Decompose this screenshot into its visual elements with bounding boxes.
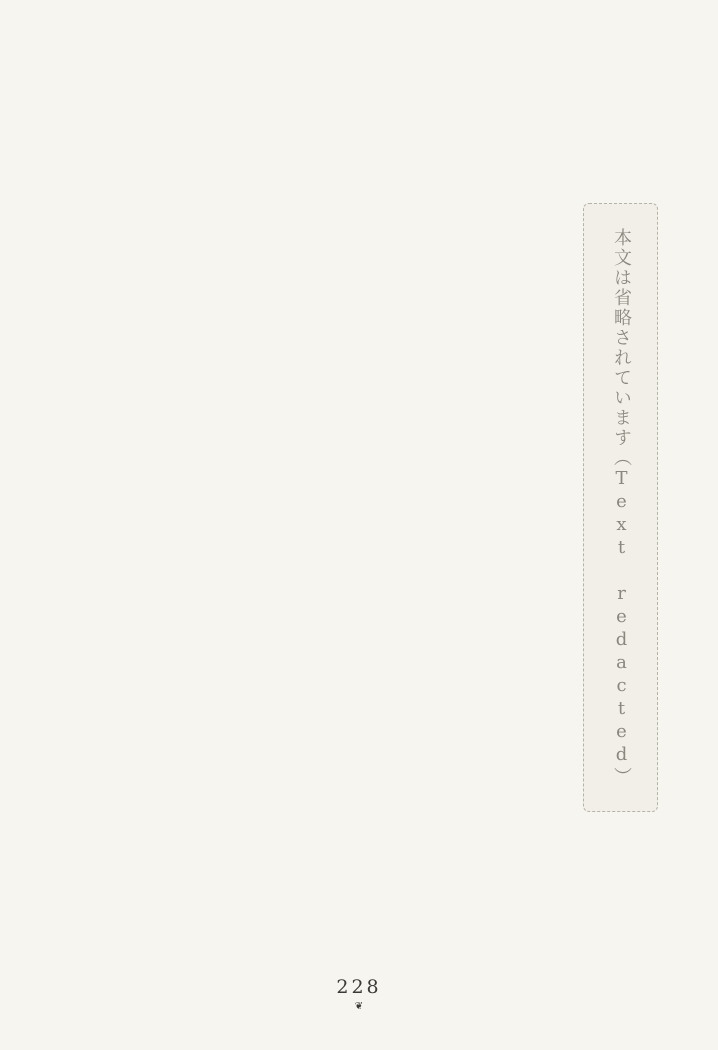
redacted-text-placeholder: 本文は省略されています（Text redacted）	[583, 203, 658, 812]
body-text-area	[60, 95, 658, 920]
footer-ornament-icon: ❦	[354, 1001, 364, 1012]
page-number: 228	[336, 976, 382, 998]
page-footer	[0, 976, 718, 1012]
